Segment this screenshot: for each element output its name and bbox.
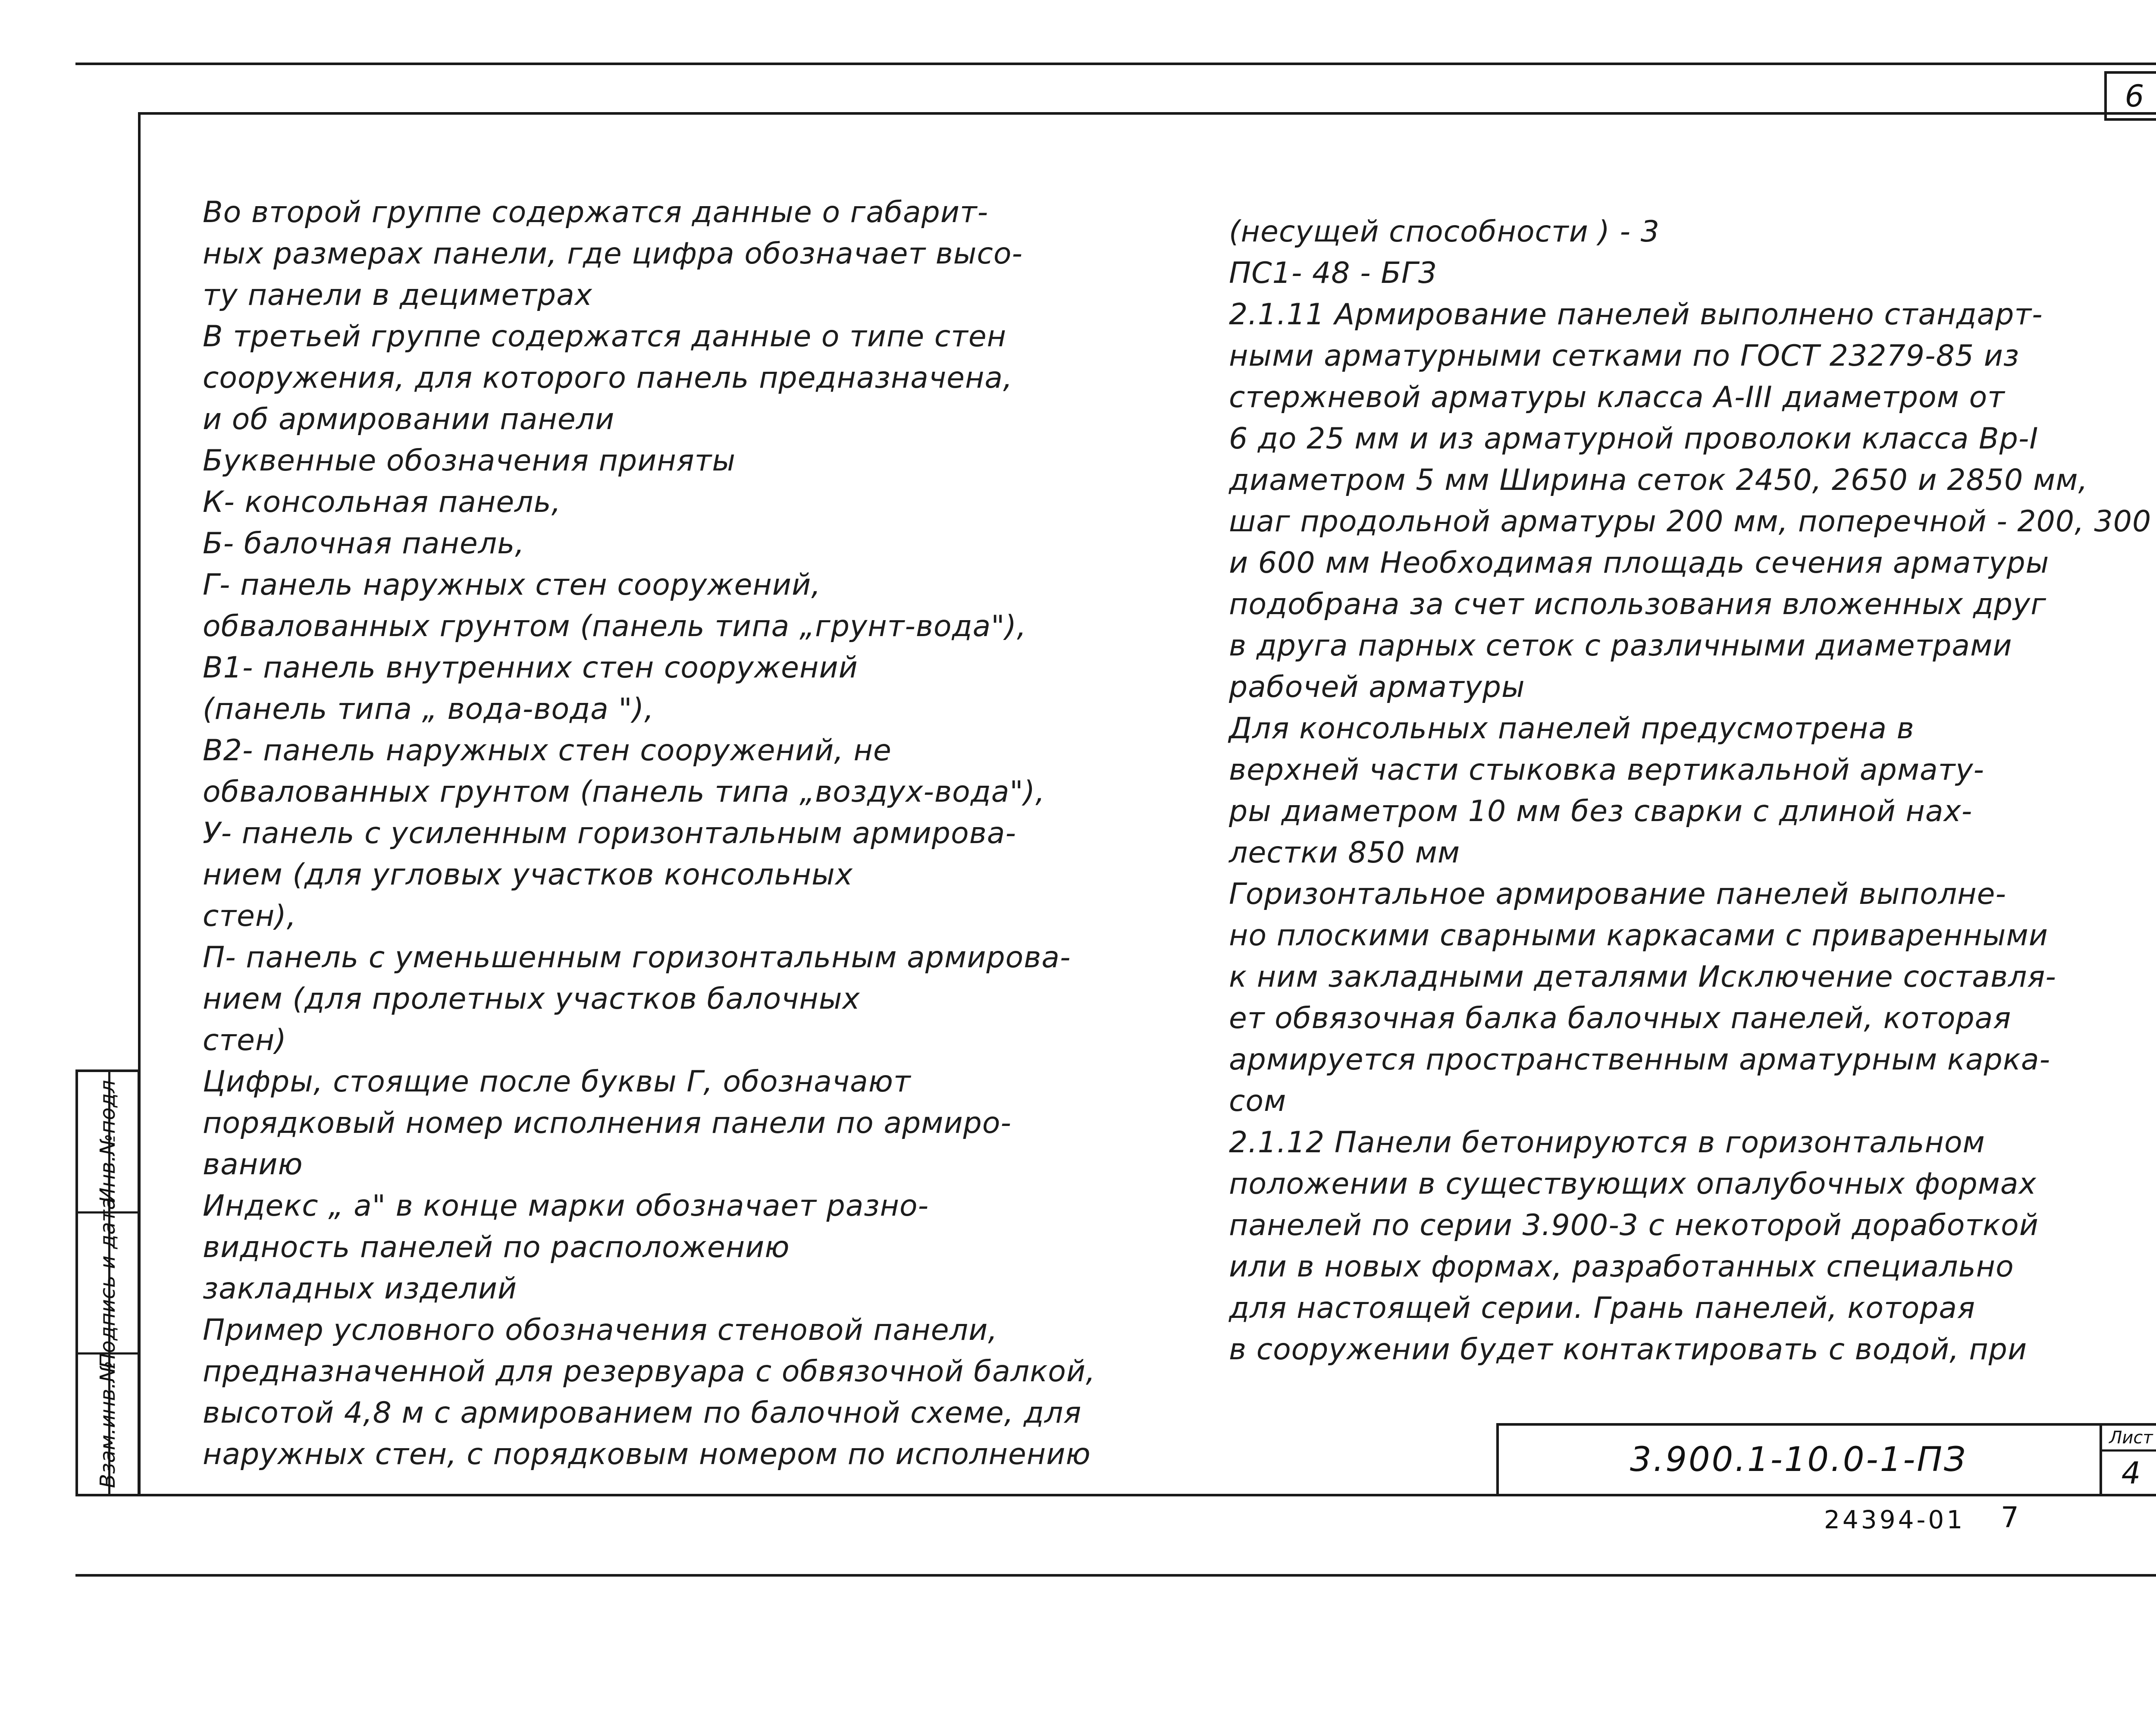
text-line: шаг продольной арматуры 200 мм, поперечной - 200, 300 bbox=[1229, 505, 2152, 539]
side-stamp-label-inv: Инв.№подл bbox=[96, 1080, 120, 1204]
text-line: стержневой арматуры класса А-III диаметром от bbox=[1229, 380, 2005, 414]
document-code: 3.900.1-10.0-1-ПЗ bbox=[1630, 1440, 1968, 1479]
text-line: высотой 4,8 м с армированием по балочной схеме, для bbox=[203, 1396, 1082, 1430]
text-line: сооружения, для которого панель предназначена, bbox=[203, 361, 1013, 395]
text-line: панелей по серии 3.900-3 с некоторой доработкой bbox=[1229, 1208, 2039, 1242]
bottom-rule bbox=[75, 1574, 2156, 1577]
text-line: Буквенные обозначения приняты bbox=[203, 444, 736, 478]
text-line: предназначенной для резервуара с обвязочной балкой, bbox=[203, 1355, 1096, 1389]
text-line: Во второй группе содержатся данные о габарит- bbox=[203, 195, 989, 229]
text-line: Горизонтальное армирование панелей выполне- bbox=[1229, 877, 2006, 911]
text-line: верхней части стыковка вертикальной армату- bbox=[1229, 753, 1985, 787]
text-line: Г- панель наружных стен сооружений, bbox=[203, 568, 821, 602]
text-line: 6 до 25 мм и из арматурной проволоки класса Вр-I bbox=[1229, 422, 2039, 456]
text-line: положении в существующих опалубочных формах bbox=[1229, 1167, 2037, 1201]
text-line: ет обвязочная балка балочных панелей, которая bbox=[1229, 1001, 2012, 1035]
text-line: У- панель с усиленным горизонтальным армирова- bbox=[203, 816, 1016, 850]
text-line: и 600 мм Необходимая площадь сечения арматуры bbox=[1229, 546, 2049, 580]
text-line: обвалованных грунтом (панель типа „грунт-вода"), bbox=[203, 609, 1027, 643]
text-line: обвалованных грунтом (панель типа „воздух-вода"), bbox=[203, 775, 1045, 809]
text-line: В2- панель наружных стен сооружений, не bbox=[203, 734, 892, 768]
text-line: порядковый номер исполнения панели по армиро- bbox=[203, 1106, 1012, 1140]
sheet-label: Лист bbox=[2102, 1426, 2156, 1452]
sheet-number: 4 bbox=[2121, 1455, 2141, 1491]
text-line: ПС1- 48 - БГ3 bbox=[1229, 256, 1438, 290]
text-line: Пример условного обозначения стеновой панели, bbox=[203, 1313, 998, 1347]
text-line: Цифры, стоящие после буквы Г, обозначают bbox=[203, 1065, 911, 1099]
text-line: но плоскими сварными каркасами с приваренными bbox=[1229, 919, 2048, 953]
text-line: 2.1.11 Армирование панелей выполнено стандарт- bbox=[1229, 298, 2043, 332]
text-line: сом bbox=[1229, 1084, 1287, 1118]
text-line: 2.1.12 Панели бетонируются в горизонтальном bbox=[1229, 1126, 1985, 1160]
title-block bbox=[1496, 1423, 2156, 1496]
text-line: видность панелей по расположению bbox=[203, 1230, 790, 1264]
side-stamp-cell bbox=[78, 1197, 138, 1369]
text-line: и об армировании панели bbox=[203, 402, 615, 436]
text-line: В третьей группе содержатся данные о типе стен bbox=[203, 320, 1007, 354]
text-line: ту панели в дециметрах bbox=[203, 278, 593, 312]
text-line: подобрана за счет использования вложенных друг bbox=[1229, 587, 2046, 621]
text-line: (несущей способности ) - 3 bbox=[1229, 215, 1660, 249]
archive-code: 24394-01 bbox=[1824, 1505, 1965, 1534]
text-line: в друга парных сеток с различными диаметрами bbox=[1229, 629, 2012, 663]
side-stamp bbox=[75, 1069, 140, 1496]
text-line: Индекс „ а" в конце марки обозначает разно- bbox=[203, 1189, 929, 1223]
text-line: или в новых формах, разработанных специально bbox=[1229, 1250, 2014, 1284]
text-line: ных размерах панели, где цифра обозначает высо- bbox=[203, 237, 1023, 271]
sheet-box bbox=[2100, 1426, 2156, 1494]
text-line: стен) bbox=[203, 1023, 287, 1057]
text-line: закладных изделий bbox=[203, 1272, 517, 1306]
text-line: ры диаметром 10 мм без сварки с длиной нах- bbox=[1229, 794, 1973, 828]
text-line: В1- панель внутренних стен сооружений bbox=[203, 651, 858, 685]
right-text-column bbox=[1229, 211, 2152, 1370]
text-line: ными арматурными сетками по ГОСТ 23279-85 из bbox=[1229, 339, 2020, 373]
text-line: нием (для пролетных участков балочных bbox=[203, 982, 860, 1016]
text-line: для настоящей серии. Грань панелей, которая bbox=[1229, 1291, 1975, 1325]
text-line: к ним закладными деталями Исключение составля- bbox=[1229, 960, 2056, 994]
text-line: ванию bbox=[203, 1148, 303, 1182]
text-line: армируется пространственным арматурным карка- bbox=[1229, 1043, 2051, 1077]
text-line: в сооружении будет контактировать с водой, при bbox=[1229, 1333, 2028, 1367]
text-line: диаметром 5 мм Ширина сеток 2450, 2650 и 2850 мм, bbox=[1229, 463, 2088, 497]
text-line: К- консольная панель, bbox=[203, 485, 561, 519]
text-line: наружных стен, с порядковым номером по исполнению bbox=[203, 1437, 1091, 1471]
footer-page-number: 7 bbox=[2001, 1501, 2019, 1534]
left-text-column bbox=[203, 192, 1194, 1475]
text-line: стен), bbox=[203, 899, 297, 933]
corner-page-number: 6 bbox=[2104, 71, 2156, 121]
side-stamp-label-replace: Взам.инв.№ bbox=[96, 1360, 120, 1488]
side-stamp-cell bbox=[78, 1072, 138, 1214]
text-line: Для консольных панелей предусмотрена в bbox=[1229, 712, 1915, 746]
side-stamp-cell bbox=[78, 1355, 138, 1494]
text-line: лестки 850 мм bbox=[1229, 836, 1460, 870]
text-line: (панель типа „ вода-вода "), bbox=[203, 692, 654, 726]
text-line: рабочей арматуры bbox=[1229, 670, 1525, 704]
side-stamp-label-sign: Подпись и дата bbox=[96, 1197, 120, 1369]
text-line: Б- балочная панель, bbox=[203, 527, 525, 561]
top-rule bbox=[75, 63, 2156, 65]
text-line: нием (для угловых участков консольных bbox=[203, 858, 853, 892]
text-line: П- панель с уменьшенным горизонтальным армирова- bbox=[203, 941, 1071, 975]
